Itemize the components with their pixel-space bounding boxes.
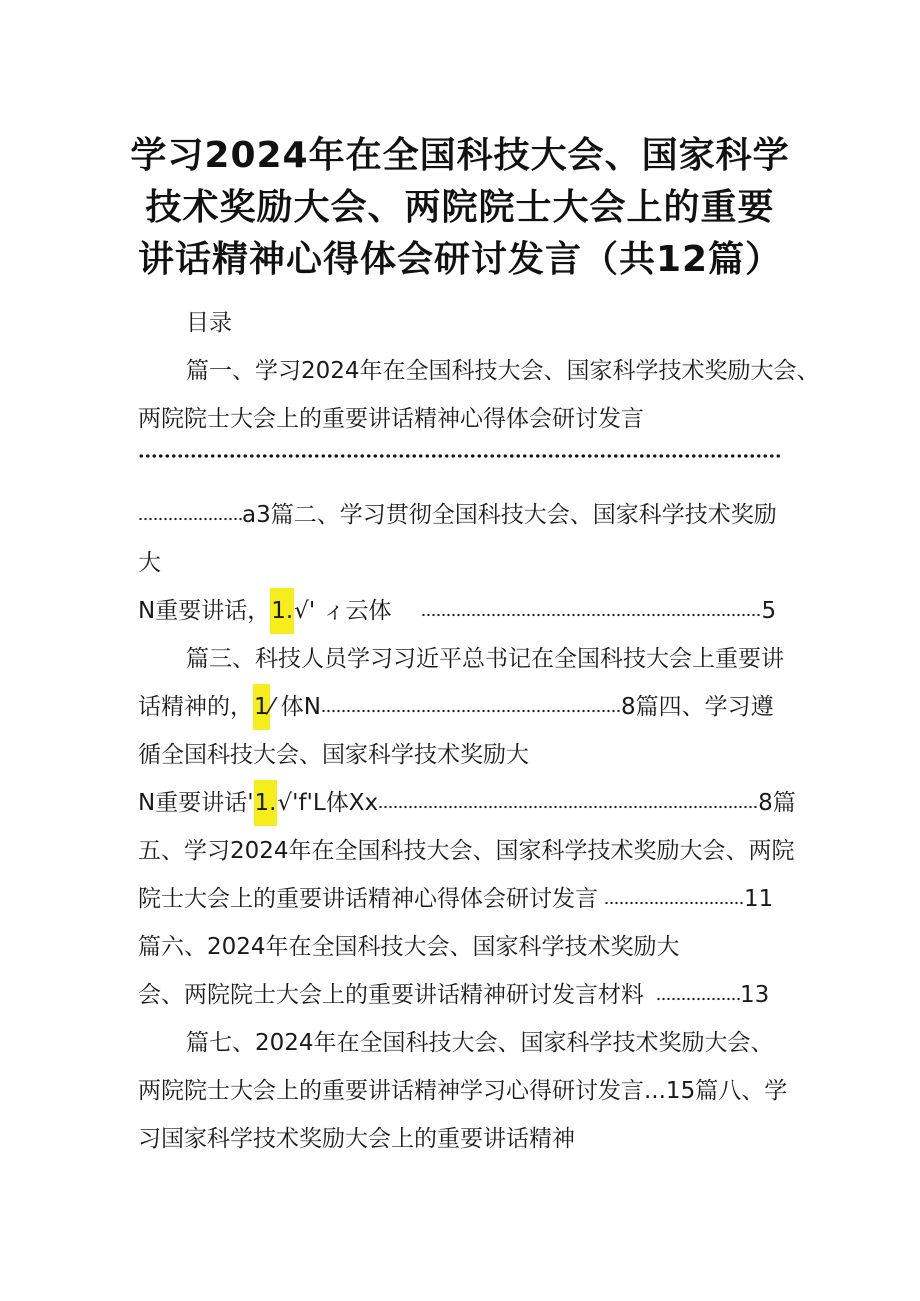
toc-entry-6-text: 会、两院院士大会上的重要讲话精神研讨发言材料	[138, 982, 644, 1008]
toc-entry-2-text: a3篇二、学习贯彻全国科技大会、国家科学技术奖励	[242, 502, 777, 528]
toc-entry-2-line-2: 大	[138, 550, 161, 576]
page-number: 13	[740, 982, 770, 1008]
toc-entry-1-line-1: 篇一、学习2024年在全国科技大会、国家科学技术奖励大会、	[186, 358, 820, 384]
highlight-mark: 1.	[270, 588, 294, 634]
toc-entry-2-line-3	[138, 596, 776, 626]
toc-entry-3-text-a: 话精神的，	[138, 694, 253, 720]
document-title: 学习2024年在全国科技大会、国家科学技术奖励大会、两院院士大会上的重要讲话精神心得体会研讨发言（共12篇）	[130, 135, 790, 280]
leader-dots	[138, 516, 242, 522]
leader-dots	[138, 452, 782, 460]
leader-dots	[421, 612, 761, 618]
highlight-mark: 1.	[254, 780, 278, 826]
toc-entry-5-line-1: 五、学习2024年在全国科技大会、国家科学技术奖励大会、两院	[138, 838, 795, 864]
page-number: 11	[744, 886, 774, 912]
toc-entry-5-line-2	[138, 884, 773, 914]
toc-entry-2-line-1	[138, 500, 777, 530]
toc-entry-4-line-3	[138, 788, 796, 818]
toc-entry-4-line-2: 循全国科技大会、国家科学技术奖励大	[138, 742, 529, 768]
toc-entry-6-line-2	[138, 980, 769, 1010]
toc-entry-6-line-1: 篇六、2024年在全国科技大会、国家科学技术奖励大	[138, 934, 680, 960]
toc-entry-2-text-a: N重要讲话，	[138, 598, 271, 624]
leader-dots	[321, 708, 621, 714]
toc-entry-3-line-2	[138, 692, 774, 722]
toc-entry-1-line-2: 两院院士大会上的重要讲话精神心得体会研讨发言	[138, 406, 644, 432]
toc-entry-3-text-b: ⁄ 体N	[269, 694, 321, 720]
toc-entry-4-page-and-next: 8篇	[758, 790, 796, 816]
toc-entry-7-line-1: 篇七、2024年在全国科技大会、国家科学技术奖励大会、	[186, 1030, 774, 1056]
toc-entry-7-line-2: 两院院士大会上的重要讲话精神学习心得研讨发言...15篇八、学	[138, 1078, 788, 1104]
leader-dots	[378, 804, 758, 810]
toc-heading: 目录	[186, 310, 232, 336]
toc-entry-8-line-2: 习国家科学技术奖励大会上的重要讲话精神	[138, 1126, 575, 1152]
toc-entry-5-text: 院士大会上的重要讲话精神心得体会研讨发言	[138, 886, 598, 912]
toc-entry-4-text-a: N重要讲话'	[138, 790, 254, 816]
highlight-mark: 1	[253, 684, 270, 730]
toc-entry-3-line-1: 篇三、科技人员学习习近平总书记在全国科技大会上重要讲	[186, 646, 784, 672]
toc-entry-2-text-b: √' ィ云体	[294, 598, 392, 624]
toc-entry-3-page-and-next: 8篇四、学习遵	[621, 694, 774, 720]
toc-entry-4-text-b: √'f'L体Xx	[277, 790, 379, 816]
leader-dots	[604, 900, 744, 906]
page-number: 5	[761, 598, 777, 624]
leader-dots	[656, 996, 740, 1002]
